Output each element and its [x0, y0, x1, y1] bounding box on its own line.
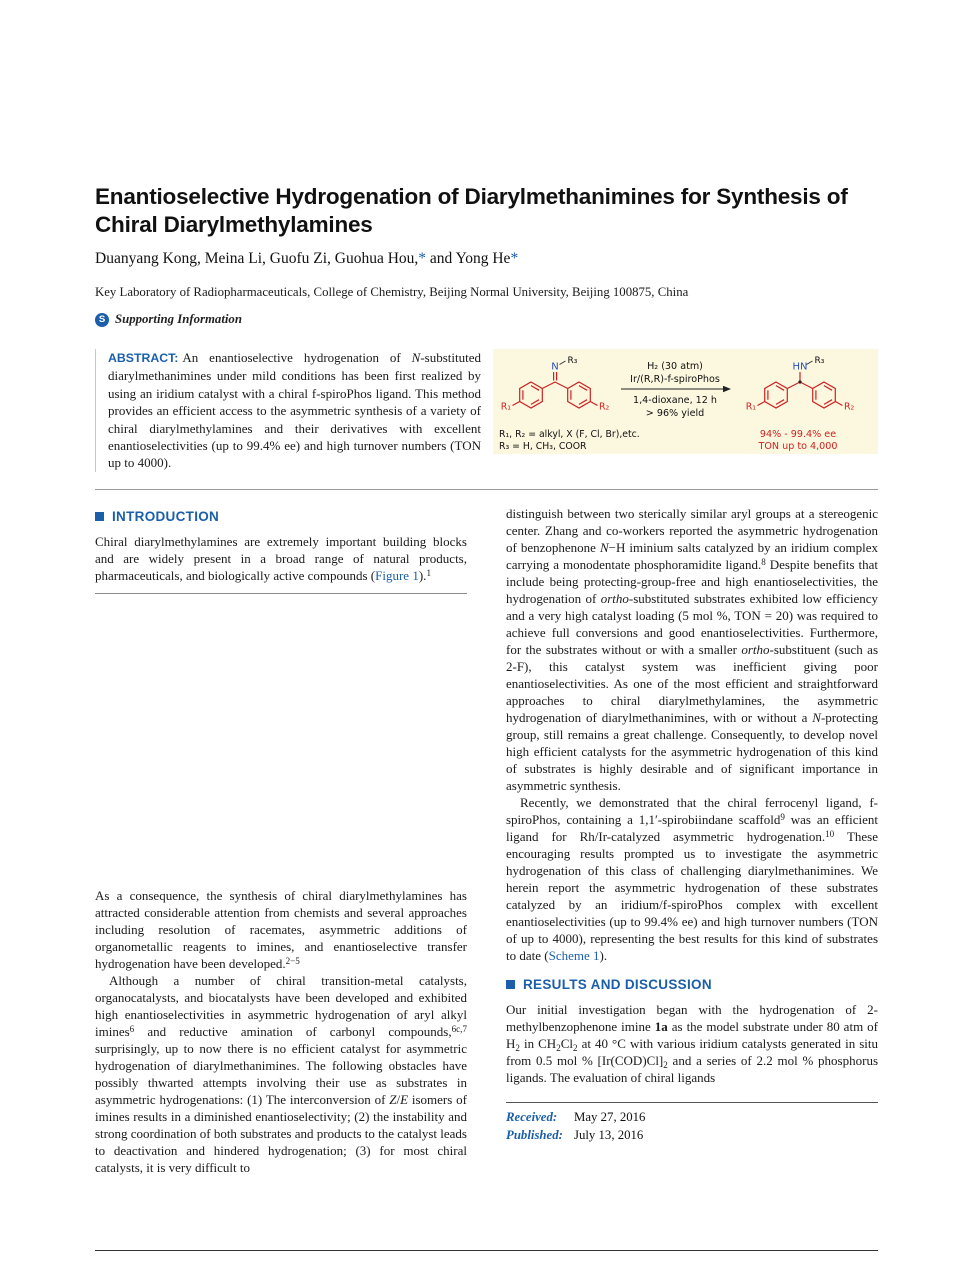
article-title: Enantioselective Hydrogenation of Diarylmethanimines for Synthesis of Chiral Diarylmethylamines: [95, 184, 848, 237]
substituent-note-1: R₁, R₂ = alkyl, X (F, Cl, Br),etc.: [499, 429, 640, 440]
author-line: [95, 250, 518, 268]
paragraph-intro-2: As a consequence, the synthesis of chiral diarylmethylamines has attracted considerable attention from chemists and several approaches including resolution of racemates, asymmetric additions of organometallic reagents to imines, and enantioselective transfer hydrogenation have been developed.$^{2-5}$: [95, 888, 467, 971]
paragraph-results-1: Our initial investigation began with the hydrogenation of 2-methylbenzophenone imine 1a as the model substrate under 80 atm of $H_2$ in $CH_2Cl_2$ at 40 °C with various iridium catalysts generated in situ from 0.5 mol % $[Ir(COD)Cl]_2$ and a series of 2.2 mol % phosphorus ligands. The evaluation of chiral ligands: [506, 1002, 879, 1085]
supporting-info-label: Supporting Information: [115, 312, 242, 326]
paragraph-intro-1: Chiral diarylmethylamines are extremely important building blocks and are widely present in a broad range of natural products, pharmaceuticals, and biologically active compounds (Figure 1).$^1$: [95, 534, 467, 583]
text-link[interactable]: Figure 1: [375, 568, 419, 583]
solvent-time-label: 1,4-dioxane, 12 h: [632, 395, 718, 406]
substrate-r1-label: R₁: [500, 401, 511, 413]
received-label: Received:: [506, 1110, 558, 1124]
arrow-head-icon: [723, 386, 731, 392]
ee-range-label: 94% - 99.4% ee: [759, 429, 837, 440]
substrate-r3-label: R₃: [567, 356, 578, 366]
product-r2-label: R₂: [844, 401, 855, 413]
substrate-r2-label: R₂: [599, 401, 610, 413]
authors-text-1: Duanyang Kong, Meina Li, Guofu Zi, Guohua Hou,: [95, 250, 419, 267]
reaction-conditions: [621, 361, 731, 419]
hydrogen-pressure-label: H₂ (30 atm): [647, 361, 703, 372]
article-dates: [506, 1102, 878, 1144]
authors-text-2: and Yong He: [426, 250, 511, 267]
section-bullet-icon: [506, 980, 515, 989]
paragraph-intro-4: distinguish between two sterically similar aryl groups at a stereogenic center. Zhang and co-workers reported the asymmetric hydrogenation of benzophenone N−H iminium salts catalyzed by an iridium complex carrying a monodentate phosphoramidite ligand.$^8$ Despite benefits that include being protecting-group-free and high enantioselectivities, the hydrogenation of ortho-substituted substrates exhibited low efficiency and a very high catalyst loading (5 mol %, TON = 20) was required to achieve full conversions and good enantioselectivities. Furthermore, for the substrates without or with a smaller ortho-substituent (such as 2-F), this catalyst system was inefficient giving poor enantioselectivities. As one of the most efficient and straightforward approaches to chiral diarylmethylamines, the asymmetric hydrogenation of diarylmethanimines, with or without a N-protecting group, still remains a great challenge. Consequently, to develop novel high efficient catalysts for the asymmetric hydrogenation of this kind of substrates is highly desirable and of significant importance in asymmetric synthesis.: [506, 506, 879, 793]
section-heading-label: RESULTS AND DISCUSSION: [523, 977, 712, 992]
supporting-info-icon: S: [95, 313, 109, 327]
yield-label: > 96% yield: [645, 408, 705, 419]
section-heading-introduction: [95, 508, 467, 525]
reaction-scheme-graphic: [493, 349, 878, 454]
corresponding-author-asterisk-2[interactable]: *: [510, 250, 519, 267]
supporting-information-link[interactable]: [95, 312, 242, 327]
abstract-bottom-rule: [95, 489, 878, 490]
imine-nitrogen-label: N: [551, 361, 559, 373]
section-bullet-icon: [95, 512, 104, 521]
published-label: Published:: [506, 1127, 563, 1142]
page-footer-rule: [95, 1250, 878, 1251]
substrate-structure: [501, 356, 610, 413]
received-date: May 27, 2016: [574, 1110, 646, 1124]
corresponding-author-asterisk-1[interactable]: *: [418, 250, 427, 267]
ton-label: TON up to 4,000: [758, 441, 838, 452]
published-row: [506, 1127, 878, 1145]
paragraph-intro-5: Recently, we demonstrated that the chiral ferrocenyl ligand, f-spiroPhos, containing a 1,1′-spirobiindane scaffold$^9$ was an efficient ligand for Rh/Ir-catalyzed asymmetric hydrogenation.$^{10}$ These encouraging results prompted us to investigate the asymmetric hydrogenation of this class of challenging diarylmethanimines. We herein report the asymmetric hydrogenation of these substrates catalyzed by an iridium/f-spiroPhos complex with excellent enantioselectivities (up to 99.4% ee) and high turnover numbers (TON of up to 4000), representing the best results for this kind of substrates to date (Scheme 1).: [506, 795, 878, 963]
product-r3-label: R₃: [814, 356, 825, 366]
figure-1-placeholder: [95, 593, 467, 887]
paragraph-intro-3: Although a number of chiral transition-metal catalysts, organocatalysts, and biocatalysts have been developed and exhibited high enantioselectivities in asymmetric hydrogenation of aryl alkyl imines$^6$ and reductive amination of carbonyl compounds,$^{6c,7}$ surprisingly, up to now there is no efficient catalyst for asymmetric hydrogenation of diarylmethanimines. The following obstacles have possibly thwarted attempts involving their use as substrates in asymmetric hydrogenations: (1) The interconversion of Z/E isomers of imines results in a diminished enantioselectivity; (2) the instability and strong coordination of both substrates and products to the catalyst leads to deactivation and hindered hydrogenation; (3) for most chiral catalysts, it is very difficult to: [95, 973, 467, 1175]
right-column: [506, 505, 878, 1144]
left-column: [95, 505, 467, 1176]
text-link[interactable]: Scheme 1: [548, 948, 600, 963]
abstract: [95, 349, 481, 472]
product-structure: [746, 356, 855, 413]
substituent-note-2: R₃ = H, CH₃, COOR: [499, 441, 587, 452]
received-row: [506, 1109, 878, 1127]
graphical-abstract: [493, 349, 878, 454]
amine-hn-label: HN: [792, 361, 808, 373]
abstract-section: [95, 349, 878, 472]
section-heading-label: INTRODUCTION: [112, 509, 220, 524]
published-date: July 13, 2016: [574, 1127, 644, 1142]
abstract-body: An enantioselective hydrogenation of N-substituted diarylmethanimines under mild conditions has been first realized by using an iridium catalyst with a chiral f-spiroPhos ligand. This method provides an efficient access to the asymmetric synthesis of a variety of chiral diarylmethylamines and their derivatives with excellent enantioselectivities (up to 99.4% ee) and high turnover numbers (TON up to 4000).: [108, 350, 481, 471]
abstract-label: ABSTRACT:: [108, 351, 179, 365]
section-heading-results: [506, 976, 878, 993]
affiliation: Key Laboratory of Radiopharmaceuticals, College of Chemistry, Beijing Normal University, Beijing 100875, China: [95, 285, 689, 299]
product-r1-label: R₁: [745, 401, 756, 413]
catalyst-label: Ir/(R,R)-f-spiroPhos: [630, 374, 720, 385]
dates-rule: [506, 1102, 878, 1103]
